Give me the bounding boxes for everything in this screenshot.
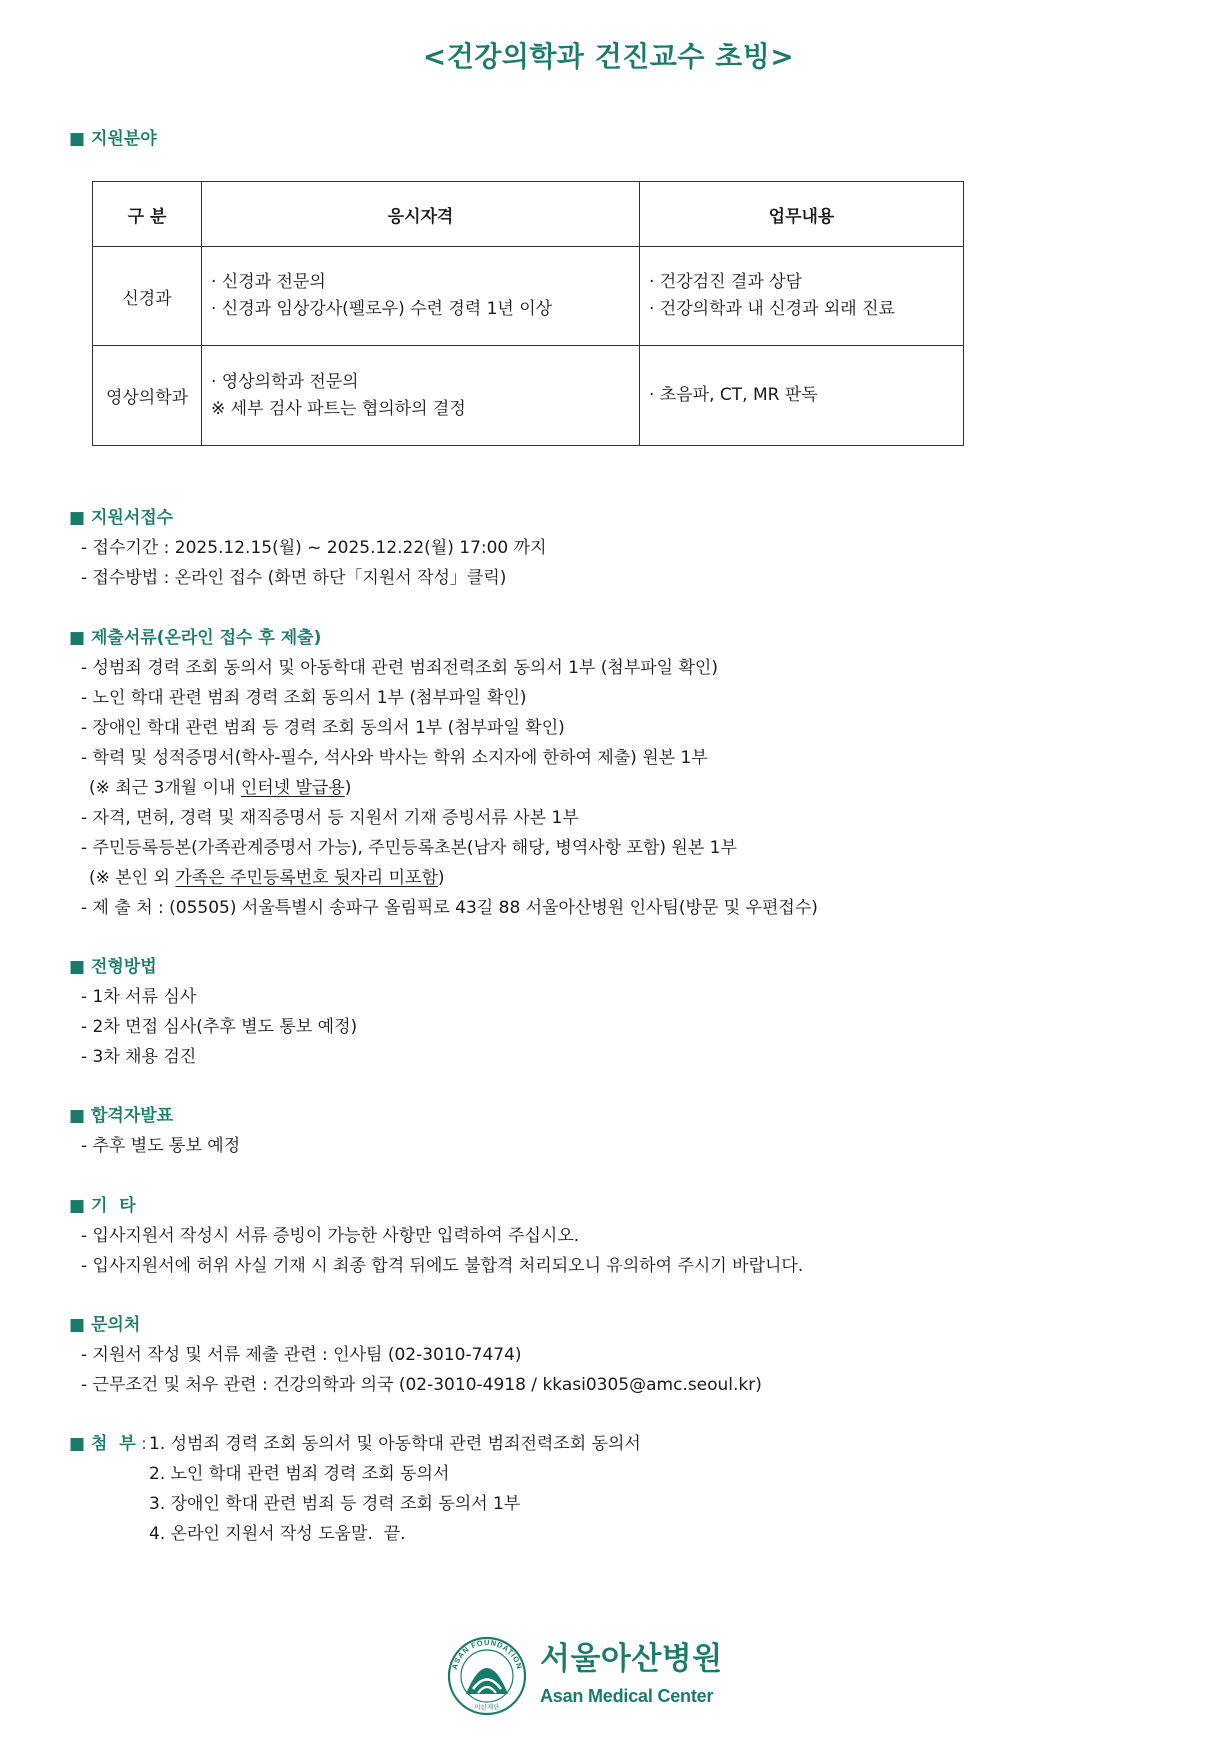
document-item: - 노인 학대 관련 범죄 경력 조회 동의서 1부 (첨부파일 확인) bbox=[81, 688, 527, 708]
column-header-qualifications: 응시자격 bbox=[202, 182, 640, 247]
section-header-field: ■ 지원분야 bbox=[69, 129, 157, 149]
note-underlined: 인터넷 발급용 bbox=[240, 778, 345, 798]
field-table bbox=[92, 181, 964, 446]
document-note-transcript bbox=[69, 773, 818, 803]
section-application bbox=[69, 503, 547, 593]
application-method: - 접수방법 : 온라인 접수 (화면 하단「지원서 작성」클릭) bbox=[81, 568, 507, 588]
document-item: - 성범죄 경력 조회 동의서 및 아동학대 관련 범죄전력조회 동의서 1부 (첨부파일 확인) bbox=[81, 658, 718, 678]
table-cell-duties bbox=[640, 346, 964, 446]
note-prefix: (※ 최근 3개월 이내 bbox=[89, 778, 241, 798]
attachment-item: 3. 장애인 학대 관련 범죄 등 경력 조회 동의서 1부 bbox=[149, 1494, 521, 1514]
hospital-logo bbox=[447, 1636, 747, 1718]
section-header-documents: ■ 제출서류(온라인 접수 후 제출) bbox=[69, 628, 322, 648]
table-cell-category: 영상의학과 bbox=[93, 346, 202, 446]
section-header-announcement: ■ 합격자발표 bbox=[69, 1106, 174, 1126]
duty-item: · 초음파, CT, MR 판독 bbox=[649, 385, 818, 405]
document-item: - 자격, 면허, 경력 및 재직증명서 등 지원서 기재 증빙서류 사본 1부 bbox=[81, 808, 579, 828]
etc-line: - 입사지원서 작성시 서류 증빙이 가능한 사항만 입력하여 주십시오. bbox=[81, 1226, 580, 1246]
column-header-duties: 업무내용 bbox=[640, 182, 964, 247]
section-documents bbox=[69, 623, 818, 923]
page-title: <건강의학과 건진교수 초빙> bbox=[422, 40, 795, 73]
note-underlined: 가족은 주민등록번호 뒷자리 미포함 bbox=[175, 868, 438, 888]
document-item: - 주민등록등본(가족관계증명서 가능), 주민등록초본(남자 해당, 병역사항 포함) 원본 1부 bbox=[81, 838, 737, 858]
table-cell-category: 신경과 bbox=[93, 247, 202, 346]
table-row bbox=[93, 247, 964, 346]
section-selection bbox=[69, 952, 357, 1072]
section-header-application: ■ 지원서접수 bbox=[69, 508, 174, 528]
contact-line: - 근무조건 및 처우 관련 : 건강의학과 의국 (02-3010-4918 / kkasi0305@amc.seoul.kr) bbox=[81, 1375, 762, 1395]
table-row bbox=[93, 346, 964, 446]
contact-line: - 지원서 작성 및 서류 제출 관련 : 인사팀 (02-3010-7474) bbox=[81, 1345, 522, 1365]
section-header-selection: ■ 전형방법 bbox=[69, 957, 157, 977]
duty-item: · 건강의학과 내 신경과 외래 진료 bbox=[649, 299, 895, 319]
submission-address: - 제 출 처 : (05505) 서울특별시 송파구 올림픽로 43길 88 서울아산병원 인사팀(방문 및 우편접수) bbox=[81, 898, 818, 918]
qualification-item: · 신경과 전문의 bbox=[211, 272, 326, 292]
section-field bbox=[69, 124, 157, 154]
selection-step: - 3차 채용 검진 bbox=[81, 1047, 197, 1067]
etc-line: - 입사지원서에 허위 사실 기재 시 최종 합격 뒤에도 불합격 처리되오니 유의하여 주시기 바랍니다. bbox=[81, 1256, 804, 1276]
section-contact bbox=[69, 1310, 762, 1400]
logo-name-english: Asan Medical Center bbox=[540, 1686, 714, 1706]
attachments-list bbox=[149, 1429, 641, 1549]
table-cell-qualifications bbox=[202, 346, 640, 446]
section-etc bbox=[69, 1191, 803, 1281]
selection-step: - 2차 면접 심사(추후 별도 통보 예정) bbox=[81, 1017, 358, 1037]
emblem-foundation-text: 아산재단 bbox=[474, 1703, 500, 1711]
emblem-ring-textpath: ASAN FOUNDATION bbox=[449, 1637, 525, 1671]
attachment-item: 1. 성범죄 경력 조회 동의서 및 아동학대 관련 범죄전력조회 동의서 bbox=[149, 1434, 641, 1454]
note-prefix: (※ 본인 외 bbox=[89, 868, 176, 888]
section-header-etc: ■ 기 타 bbox=[69, 1196, 136, 1216]
application-period: - 접수기간 : 2025.12.15(월) ~ 2025.12.22(월) 17:00 까지 bbox=[81, 538, 547, 558]
document-note-resident bbox=[69, 863, 818, 893]
section-header-attachments bbox=[69, 1429, 147, 1459]
attachments-label: ■ 첨 부 bbox=[69, 1434, 136, 1454]
document-item: - 장애인 학대 관련 범죄 등 경력 조회 동의서 1부 (첨부파일 확인) bbox=[81, 718, 565, 738]
qualification-item: · 신경과 임상강사(펠로우) 수련 경력 1년 이상 bbox=[211, 299, 553, 319]
qualification-item: · 영상의학과 전문의 bbox=[211, 371, 359, 392]
column-header-category: 구 분 bbox=[93, 182, 202, 247]
document-item: - 학력 및 성적증명서(학사-필수, 석사와 박사는 학위 소지자에 한하여 제출) 원본 1부 bbox=[81, 748, 708, 768]
table-header-row bbox=[93, 182, 964, 247]
announcement-line: - 추후 별도 통보 예정 bbox=[81, 1136, 241, 1156]
table-cell-duties bbox=[640, 247, 964, 346]
logo-name-korean: 서울아산병원 bbox=[540, 1641, 723, 1677]
duty-item: · 건강검진 결과 상담 bbox=[649, 272, 802, 292]
asan-foundation-emblem-icon bbox=[447, 1636, 527, 1716]
note-suffix: ) bbox=[344, 778, 352, 798]
section-announcement bbox=[69, 1101, 240, 1161]
attachment-item: 2. 노인 학대 관련 범죄 경력 조회 동의서 bbox=[149, 1464, 450, 1484]
attachment-item: 4. 온라인 지원서 작성 도움말. 끝. bbox=[149, 1524, 406, 1544]
attachments-separator: : bbox=[135, 1434, 147, 1454]
qualification-note: ※ 세부 검사 파트는 협의하의 결정 bbox=[211, 398, 466, 419]
section-header-contact: ■ 문의처 bbox=[69, 1315, 141, 1335]
note-suffix: ) bbox=[437, 868, 445, 888]
selection-step: - 1차 서류 심사 bbox=[81, 987, 197, 1007]
table-cell-qualifications bbox=[202, 247, 640, 346]
